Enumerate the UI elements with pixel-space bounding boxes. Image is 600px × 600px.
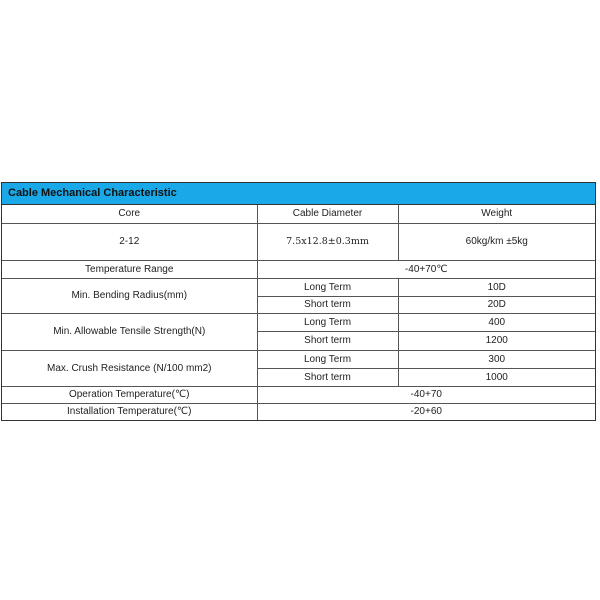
tensile-short-label: Short term [257, 331, 398, 350]
tensile-long-value: 400 [398, 313, 595, 331]
table-row [2, 223, 595, 260]
bending-short-label: Short term [257, 296, 398, 313]
tensile-short-value: 1200 [398, 331, 595, 350]
table-row [2, 260, 595, 278]
table-row [2, 313, 595, 331]
spec-table [1, 182, 596, 421]
table-row [2, 386, 595, 403]
installation-temp-label: Installation Temperature(℃) [2, 403, 257, 420]
crush-short-value: 1000 [398, 368, 595, 386]
crush-long-value: 300 [398, 350, 595, 368]
characteristics-table [2, 205, 595, 420]
bending-long-label: Long Term [257, 278, 398, 296]
weight-value: 60kg/km ±5kg [398, 223, 595, 260]
crush-resistance-label: Max. Crush Resistance (N/100 mm2) [2, 350, 257, 386]
table-title: Cable Mechanical Characteristic [2, 183, 595, 205]
core-value: 2-12 [2, 223, 257, 260]
header-diameter: Cable Diameter [257, 205, 398, 223]
header-core: Core [2, 205, 257, 223]
table-row [2, 403, 595, 420]
crush-long-label: Long Term [257, 350, 398, 368]
operation-temp-label: Operation Temperature(℃) [2, 386, 257, 403]
bending-short-value: 20D [398, 296, 595, 313]
installation-temp-value: -20+60 [257, 403, 595, 420]
table-header-row [2, 205, 595, 223]
bending-long-value: 10D [398, 278, 595, 296]
temperature-range-label: Temperature Range [2, 260, 257, 278]
tensile-strength-label: Min. Allowable Tensile Strength(N) [2, 313, 257, 350]
crush-short-label: Short term [257, 368, 398, 386]
operation-temp-value: -40+70 [257, 386, 595, 403]
tensile-long-label: Long Term [257, 313, 398, 331]
bending-radius-label: Min. Bending Radius(mm) [2, 278, 257, 313]
table-row [2, 278, 595, 296]
table-row [2, 350, 595, 368]
diameter-value: 7.5x12.8±0.3mm [257, 223, 398, 260]
temperature-range-value: -40+70℃ [257, 260, 595, 278]
header-weight: Weight [398, 205, 595, 223]
